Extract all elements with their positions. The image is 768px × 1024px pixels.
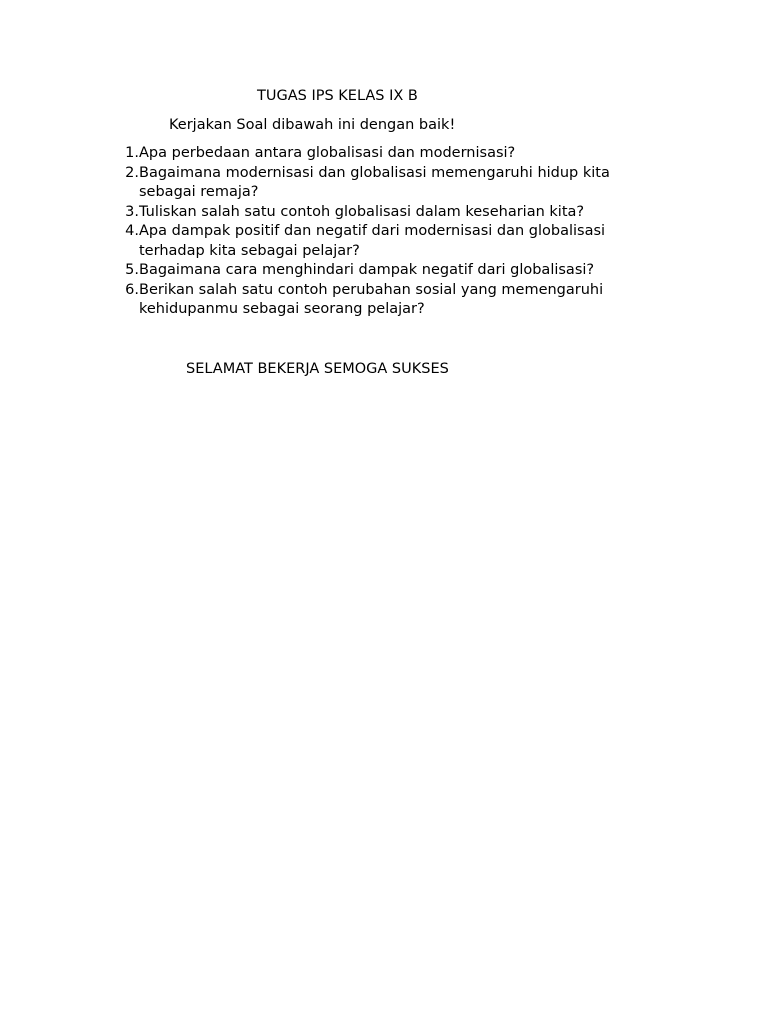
question-number: 1. [125, 145, 139, 161]
question-item [112, 164, 672, 203]
document-title: TUGAS IPS KELAS IX B [257, 88, 418, 104]
question-line: kehidupanmu sebagai seorang pelajar? [139, 301, 425, 317]
question-text [139, 144, 672, 164]
question-line: Bagaimana modernisasi dan globalisasi memengaruhi hidup kita [139, 164, 610, 181]
question-text [139, 203, 672, 223]
question-list [112, 144, 672, 320]
question-line: Berikan salah satu contoh perubahan sosial yang memengaruhi [139, 281, 604, 298]
question-text [139, 281, 672, 320]
question-text [139, 261, 672, 281]
question-item [112, 281, 672, 320]
question-item [112, 261, 672, 281]
question-line: Apa dampak positif dan negatif dari modernisasi dan globalisasi [139, 223, 606, 239]
question-number: 3. [125, 203, 139, 220]
question-line: terhadap kita sebagai pelajar? [139, 242, 360, 259]
question-line: Bagaimana cara menghindari dampak negatif dari globalisasi? [139, 262, 595, 278]
closing-text: SELAMAT BEKERJA SEMOGA SUKSES [186, 361, 449, 377]
instruction-text: Kerjakan Soal dibawah ini dengan baik! [169, 117, 456, 133]
question-number: 6. [125, 281, 139, 298]
question-line: Tuliskan salah satu contoh globalisasi dalam keseharian kita? [139, 203, 585, 220]
question-number: 4. [125, 223, 139, 239]
question-line: sebagai remaja? [139, 184, 259, 200]
question-text [139, 222, 672, 261]
question-number: 5. [125, 262, 139, 278]
question-item [112, 144, 672, 164]
question-line: Apa perbedaan antara globalisasi dan modernisasi? [139, 145, 516, 161]
question-number: 2. [125, 164, 139, 181]
question-item [112, 222, 672, 261]
question-text [139, 164, 672, 203]
question-item [112, 203, 672, 223]
